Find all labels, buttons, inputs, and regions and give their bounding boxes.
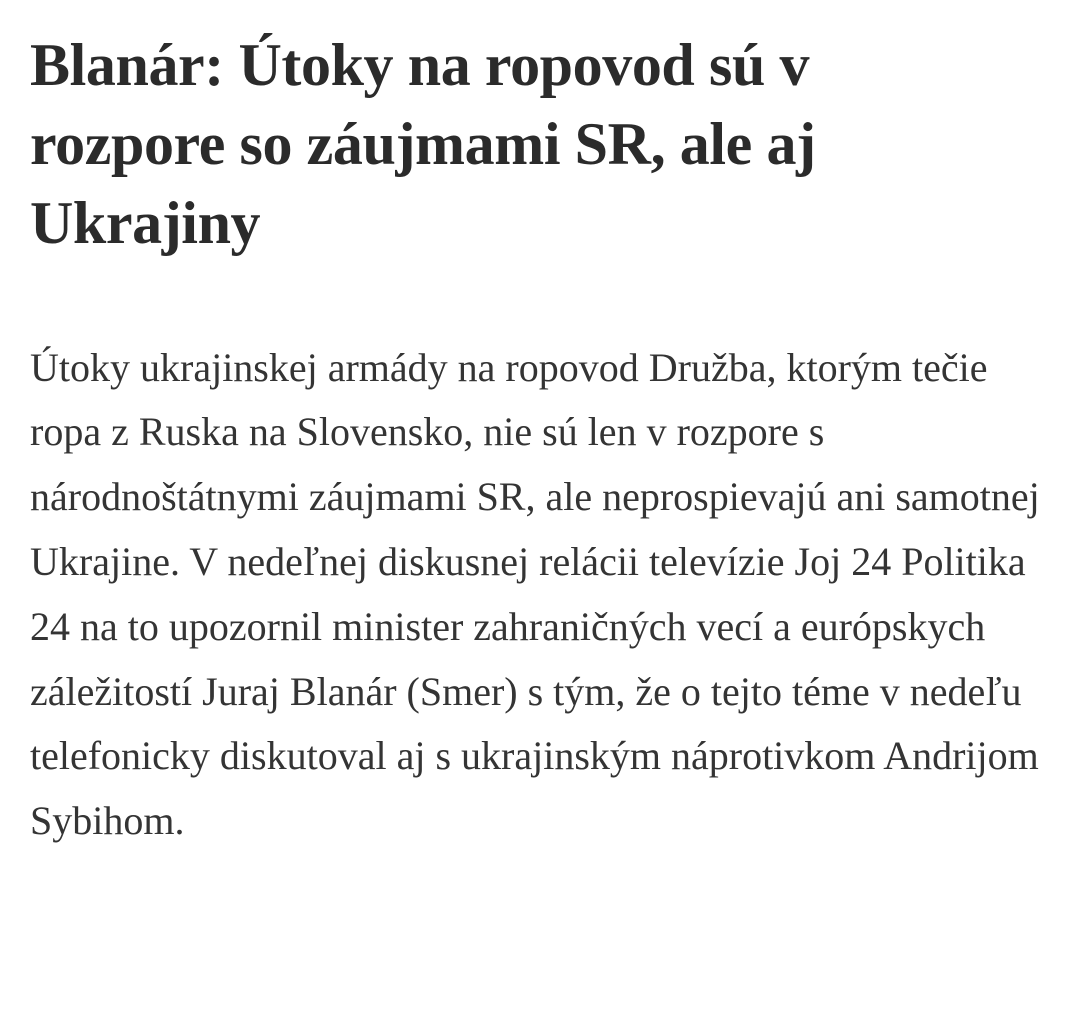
article-headline: Blanár: Útoky na ropovod sú v rozpore so záujmami SR, ale aj Ukrajiny — [30, 32, 816, 257]
article-lede-paragraph: Útoky ukrajinskej armády na ropovod Družba, ktorým tečie ropa z Ruska na Slovensko, nie sú len v rozpore s národnoštátnymi záujmami SR, ale neprospievajú ani samotnej Ukrajine. V nedeľnej diskusnej relácii televízie Joj 24 Politika 24 na to upozornil minister zahraničných vecí a európskych záležitostí Juraj Blanár (Smer) s tým, že o tejto téme v nedeľu telefonicky diskutoval aj s ukrajinským náprotivkom Andrijom Sybihom. — [30, 344, 1040, 844]
